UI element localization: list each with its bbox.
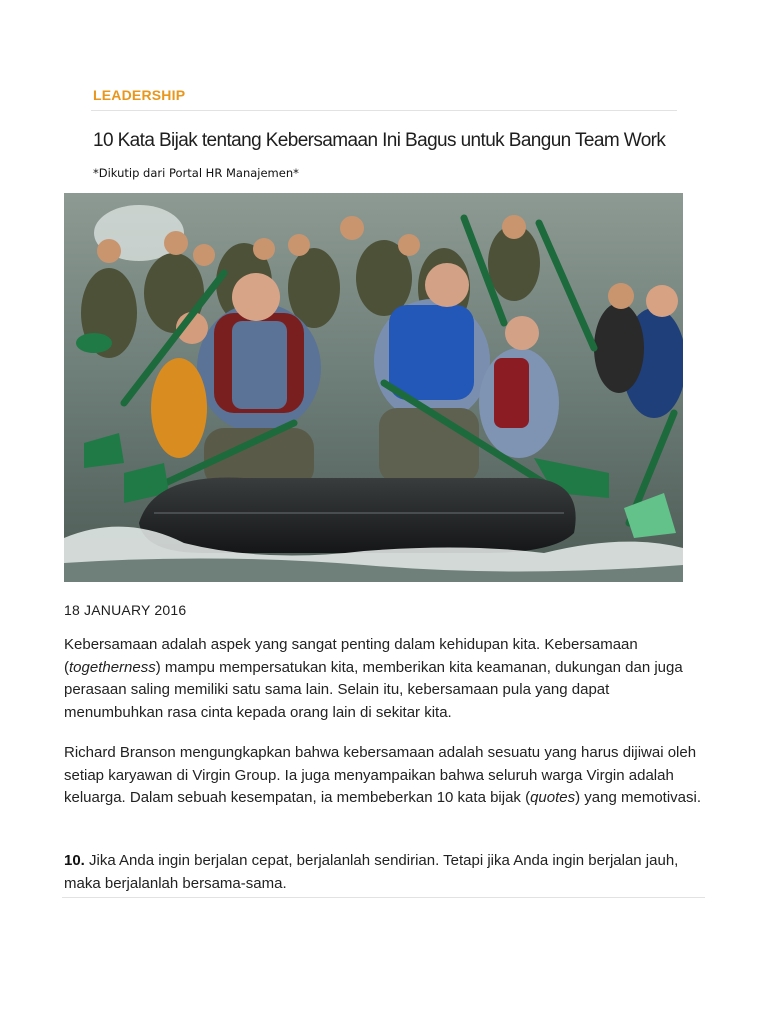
paragraph-intro: Kebersamaan adalah aspek yang sangat penting dalam kehidupan kita. Kebersamaan (togetherness) mampu mempersatukan kita, memberikan kita keamanan, dukungan dan juga perasaan saling memiliki satu sama lain. Selain itu, kebersamaan pula yang dapat menumbuhkan rasa cinta kepada orang lain di sekitar kita. bbox=[64, 636, 683, 721]
paragraph-branson: Richard Branson mengungkapkan bahwa kebersamaan adalah sesuatu yang harus dijiwai oleh setiap karyawan di Virgin Group. Ia juga menyampaikan bahwa seluruh warga Virgin adalah keluarga. Dalam sebuah kesempatan, ia membeberkan 10 kata bijak (quotes) yang memotivasi. bbox=[64, 744, 702, 807]
emphasis-quotes: quotes bbox=[530, 789, 576, 807]
article-photo bbox=[64, 193, 683, 582]
quote-text: Jika Anda ingin berjalan cepat, berjalanlah sendirian. Tetapi jika Anda ingin berjalan jauh, maka berjalanlah bersama-sama. bbox=[64, 852, 679, 892]
footer-divider bbox=[62, 897, 705, 898]
publish-date: 18 JANUARY 2016 bbox=[64, 602, 187, 618]
header-divider bbox=[91, 110, 677, 111]
emphasis-togetherness: togetherness bbox=[69, 658, 156, 676]
quote-number: 10. bbox=[64, 852, 85, 869]
source-note: *Dikutip dari Portal HR Manajemen* bbox=[93, 166, 299, 180]
quote-item bbox=[64, 850, 709, 895]
category-label[interactable]: LEADERSHIP bbox=[93, 87, 186, 103]
article-title: 10 Kata Bijak tentang Kebersamaan Ini Bagus untuk Bangun Team Work bbox=[93, 130, 666, 151]
